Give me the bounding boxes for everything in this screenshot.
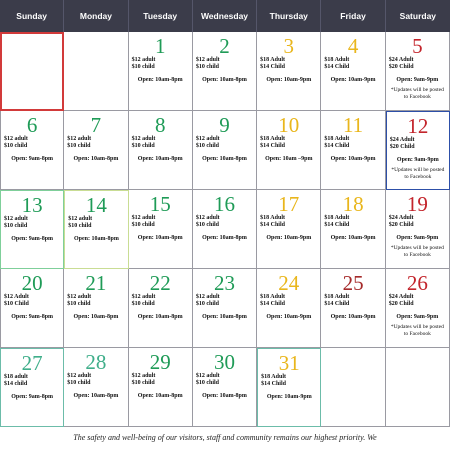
day-number: 1 (154, 34, 166, 58)
day-cell-21 (64, 269, 128, 348)
opening-hours: Open: 10am-8pm (73, 156, 119, 162)
opening-hours: Open: 9am-9pm (396, 314, 439, 320)
adult-price: $18 Adult (324, 136, 350, 142)
day-cell-28 (64, 348, 128, 427)
day-number: 26 (406, 271, 428, 295)
child-price: $14 Child (260, 64, 285, 70)
adult-price: $12 adult (67, 136, 92, 142)
child-price: $10 child (67, 301, 91, 307)
child-price: $10 child (195, 64, 220, 70)
day-cell-22 (129, 269, 193, 348)
child-price: $10 child (67, 380, 91, 386)
weekday-sunday: Sunday (0, 0, 64, 32)
opening-hours: Open: 10am-8pm (137, 235, 183, 241)
facebook-update-note: *Updates will be posted to Facebook (390, 245, 444, 258)
adult-price: $18 Adult (260, 57, 285, 63)
day-cell-5 (386, 32, 450, 111)
day-cell-30 (193, 348, 257, 427)
day-cell-3 (257, 32, 321, 111)
child-price: $14 Child (324, 301, 350, 307)
child-price: $10 child (195, 301, 220, 307)
adult-price: $18 Adult (260, 294, 285, 300)
adult-price: $24 Adult (388, 215, 414, 221)
day-cell-26 (386, 269, 450, 348)
child-price: $14 Child (260, 222, 285, 228)
facebook-update-note: *Updates will be posted to Facebook (390, 324, 444, 337)
day-number: 13 (21, 193, 43, 217)
adult-price: $12 adult (195, 57, 220, 63)
opening-hours: Open: 10am-8pm (202, 314, 247, 320)
adult-price: $12 adult (131, 57, 156, 63)
adult-price: $24 Adult (388, 57, 414, 63)
day-cell-20 (0, 269, 64, 348)
child-price: $10 child (131, 143, 155, 149)
day-cell-15 (129, 190, 193, 269)
day-number: 22 (149, 271, 171, 295)
opening-hours: Open: 10am-9pm (266, 314, 312, 320)
adult-price: $18 adult (4, 374, 28, 380)
day-cell-16 (193, 190, 257, 269)
day-cell-9 (193, 111, 257, 190)
adult-price: $12 adult (131, 294, 156, 300)
day-number: 6 (26, 113, 38, 137)
adult-price: $12 adult (67, 373, 92, 379)
opening-hours: Open: 10am-8pm (74, 236, 119, 242)
adult-price: $24 Adult (389, 137, 415, 143)
day-cell-4 (321, 32, 385, 111)
adult-price: $12 adult (68, 216, 93, 222)
opening-hours: Open: 10am-8pm (137, 393, 183, 399)
opening-hours: Open: 10am-9pm (330, 156, 376, 162)
day-cell-6 (0, 111, 64, 190)
child-price: $10 child (131, 301, 155, 307)
opening-hours: Open: 9am-9pm (396, 77, 439, 83)
child-price: $10 Child (4, 301, 29, 307)
child-price: $10 child (67, 143, 91, 149)
day-number: 2 (219, 34, 230, 58)
child-price: $14 Child (260, 301, 285, 307)
child-price: $14 Child (261, 381, 286, 387)
day-number: 10 (278, 113, 300, 137)
day-cell-23 (193, 269, 257, 348)
opening-hours: Open: 10am-9pm (266, 77, 312, 83)
adult-price: $18 Adult (324, 215, 350, 221)
opening-hours: Open: 10am-8pm (202, 77, 247, 83)
opening-hours: Open: 10am-8pm (202, 235, 247, 241)
weekday-saturday: Saturday (399, 11, 437, 21)
day-number: 30 (213, 350, 235, 374)
adult-price: $18 Adult (260, 215, 285, 221)
adult-price: $12 adult (195, 373, 220, 379)
day-cell-18 (321, 190, 385, 269)
child-price: $10 child (4, 223, 28, 229)
child-price: $14 Child (260, 143, 285, 149)
opening-hours: Open: 10am-8pm (137, 77, 183, 83)
day-number: 29 (149, 350, 171, 374)
day-number: 20 (21, 271, 43, 295)
weekday-tuesday: Tuesday (129, 0, 193, 32)
day-number: 12 (407, 114, 429, 138)
day-cell-8 (129, 111, 193, 190)
opening-hours: Open: 10am-9pm (330, 77, 376, 83)
day-cell-empty (321, 348, 385, 427)
day-number: 15 (149, 192, 171, 216)
day-cell-25 (321, 269, 385, 348)
day-cell-10 (257, 111, 321, 190)
day-cell-17 (257, 190, 321, 269)
adult-price: $18 Adult (261, 374, 286, 380)
child-price: $20 Child (388, 64, 414, 70)
day-cell-24 (257, 269, 321, 348)
day-number: 28 (85, 350, 107, 374)
adult-price: $12 adult (131, 373, 156, 379)
day-cell-2 (193, 32, 257, 111)
child-price: $14 child (4, 381, 28, 387)
day-cell-29 (129, 348, 193, 427)
opening-hours: Open: 9am-9pm (396, 157, 439, 163)
weekday-monday: Monday (64, 0, 128, 32)
opening-hours: Open: 10am-9pm (266, 235, 312, 241)
child-price: $10 child (195, 222, 220, 228)
adult-price: $12 adult (195, 136, 220, 142)
day-number: 11 (342, 113, 364, 137)
child-price: $10 child (131, 222, 155, 228)
day-number: 14 (85, 193, 107, 217)
child-price: $10 child (131, 380, 155, 386)
day-number: 27 (21, 351, 43, 375)
adult-price: $12 adult (4, 136, 28, 142)
child-price: $10 child (195, 143, 220, 149)
day-number: 24 (278, 271, 300, 295)
opening-hours: Open: 9am-8pm (11, 314, 54, 320)
day-cell-13 (0, 190, 64, 269)
weekday-wednesday: Wednesday (193, 0, 257, 32)
footer-notice: The safety and well-being of our visitors, staff and community remains our highest priority. We (73, 433, 377, 442)
day-number: 19 (406, 192, 428, 216)
day-number: 25 (342, 271, 364, 295)
child-price: $10 child (195, 380, 220, 386)
day-cell-11 (321, 111, 385, 190)
opening-hours: Open: 9am-8pm (11, 156, 54, 162)
weekday-thursday: Thursday (257, 0, 321, 32)
day-number: 8 (154, 113, 166, 137)
day-number: 17 (278, 192, 300, 216)
adult-price: $12 adult (195, 215, 220, 221)
child-price: $20 Child (388, 301, 414, 307)
opening-hours: Open: 10am-8pm (73, 393, 119, 399)
opening-hours: Open: 9am-8pm (11, 236, 54, 242)
calendar-grid (0, 32, 450, 427)
day-cell-31 (257, 348, 321, 427)
day-cell-7 (64, 111, 128, 190)
weekday-friday: Friday (321, 0, 385, 32)
opening-hours: Open: 10am-8pm (73, 314, 119, 320)
opening-hours: Open: 10am-9pm (330, 314, 376, 320)
day-number: 18 (342, 192, 364, 216)
adult-price: $18 Adult (260, 136, 285, 142)
child-price: $20 Child (389, 144, 415, 150)
adult-price: $12 adult (131, 136, 156, 142)
day-number: 16 (213, 192, 235, 216)
day-number: 5 (412, 34, 423, 58)
day-number: 21 (85, 271, 107, 295)
day-number: 3 (283, 34, 295, 58)
day-cell-12 (386, 111, 450, 190)
day-cell-empty (386, 348, 450, 427)
adult-price: $12 Adult (4, 294, 29, 300)
day-cell-19 (386, 190, 450, 269)
child-price: $14 Child (324, 143, 350, 149)
adult-price: $18 Adult (324, 57, 350, 63)
day-cell-27 (0, 348, 64, 427)
opening-hours: Open: 9am-8pm (11, 394, 54, 400)
day-number: 4 (347, 34, 359, 58)
child-price: $14 Child (324, 64, 350, 70)
adult-price: $12 adult (131, 215, 156, 221)
day-number: 9 (219, 113, 230, 137)
opening-hours: Open: 9am-9pm (396, 235, 439, 241)
day-cell-empty (64, 32, 128, 111)
adult-price: $18 Adult (324, 294, 350, 300)
child-price: $10 child (4, 143, 28, 149)
day-number: 31 (278, 351, 300, 375)
day-cell-14 (64, 190, 128, 269)
opening-hours: Open: 10am-9pm (266, 394, 312, 400)
adult-price: $24 Adult (388, 294, 414, 300)
day-cell-empty (0, 32, 64, 111)
weekday-header (0, 0, 450, 32)
day-number: 23 (213, 271, 235, 295)
opening-hours: Open: 10am-8pm (137, 156, 183, 162)
opening-hours: Open: 10am-8pm (202, 393, 247, 399)
opening-hours: Open: 10am-8pm (202, 156, 247, 162)
day-number: 7 (90, 113, 102, 137)
opening-hours: Open: 10am –9pm (265, 156, 313, 162)
child-price: $10 child (68, 223, 92, 229)
facebook-update-note: *Updates will be posted to Facebook (391, 167, 445, 180)
opening-hours: Open: 10am-8pm (137, 314, 183, 320)
adult-price: $12 adult (67, 294, 92, 300)
child-price: $10 child (131, 64, 155, 70)
day-cell-1 (129, 32, 193, 111)
adult-price: $12 adult (4, 216, 28, 222)
child-price: $20 Child (388, 222, 414, 228)
child-price: $14 Child (324, 222, 350, 228)
opening-hours: Open: 10am-9pm (330, 235, 376, 241)
facebook-update-note: *Updates will be posted to Facebook (390, 87, 444, 100)
adult-price: $12 adult (195, 294, 220, 300)
